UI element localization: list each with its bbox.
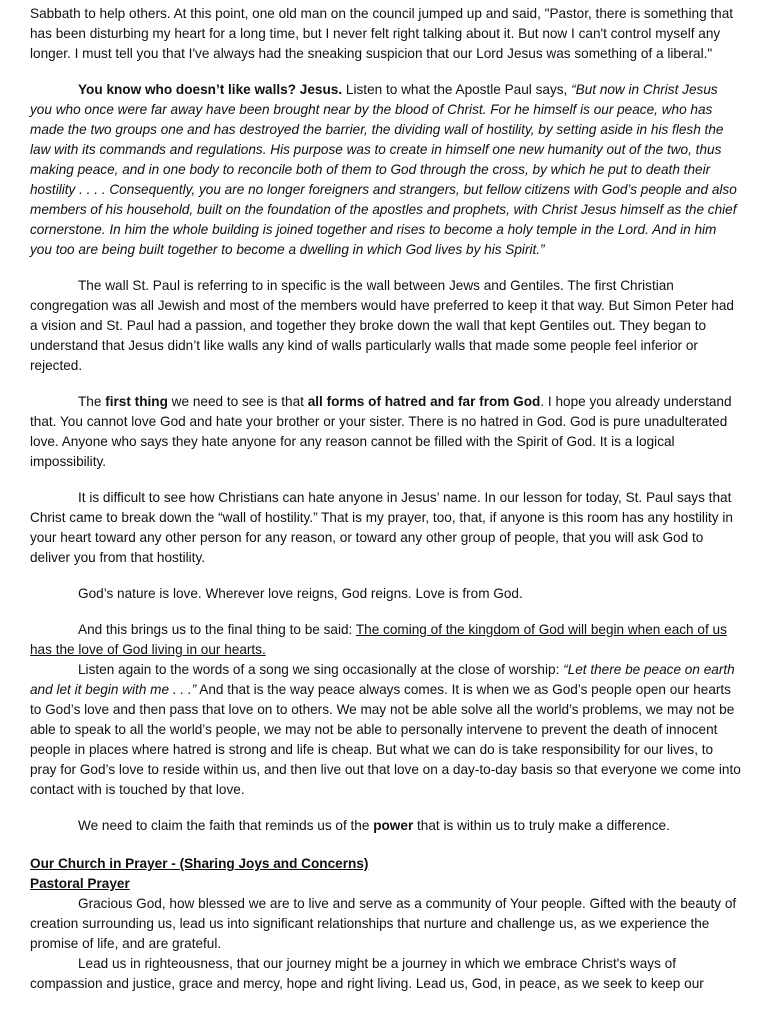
paragraph-text: We need to claim the faith that reminds us of the: [78, 818, 374, 833]
paragraph-text: The wall St. Paul is referring to in specific is the wall between Jews and Gentiles. The first Christian congregation was all Jewish and most of the members would have preferred to keep it that way. But Simon Peter had a vision and St. Paul had a passion, and together they broke down the wall that kept Gentiles out. They began to understand that Jesus didn’t like walls any kind of walls particularly walls that made some people feel inferior or rejected.: [30, 278, 734, 373]
paragraph-text: God’s nature is love. Wherever love reigns, God reigns. Love is from God.: [78, 586, 523, 601]
paragraph-text: Listen again to the words of a song we sing occasionally at the close of worship:: [78, 662, 564, 677]
bold-phrase: all forms of hatred and far from God: [307, 394, 541, 409]
paragraph-first-thing: [30, 392, 742, 472]
document-page: [30, 4, 742, 994]
paragraph-text: And this brings us to the final thing to be said:: [78, 622, 356, 637]
paragraph-power: [30, 816, 742, 836]
paragraph-council-story: [30, 4, 742, 64]
paragraph-song: [30, 660, 742, 800]
paragraph-hostility: [30, 488, 742, 568]
section-heading: Our Church in Prayer - (Sharing Joys and Concerns): [30, 856, 369, 871]
scripture-quote: “But now in Christ Jesus you who once were far away have been brought near by the blood of Christ. For he himself is our peace, who has made the two groups one and has destroyed the barrier, the dividing wall of hostility, by setting aside in his flesh the law with its commands and regulations. His purpose was to create in himself one new humanity out of the two, thus making peace, and in one body to reconcile both of them to God through the cross, by which he put to death their hostility . . . . Consequently, you are no longer foreigners and strangers, but fellow citizens with God’s people and also members of his household, built on the foundation of the apostles and prophets, with Christ Jesus himself as the chief cornerstone. In him the whole building is joined together and rises to become a holy temple in the Lord. And in him you too are being built together to become a dwelling in which God lives by his Spirit.”: [30, 82, 737, 257]
paragraph-text: The: [78, 394, 106, 409]
bold-word: power: [373, 818, 414, 833]
song-quote: “Let there be peace on earth and let it begin with me . . .”: [30, 662, 735, 697]
prayer-paragraph: Gracious God, how blessed we are to live and serve as a community of Your people. Gifted with the beauty of creation surrounding us, lead us into significant relationships that nurture and challenge us, as we experience the promise of life, and are grateful.: [30, 896, 737, 951]
paragraph-text: And that is the way peace always comes. It is when we as God’s people open our hearts to God’s love and then pass that love on to others. We may not be able solve all the world’s problems, we may not be able to speak to all the world’s people, we may not be able to personally intervene to prevent the death of innocent people in places where hatred is strong and life is cheap. But what we can do is take responsibility for our lives, to pray for God’s love to reside within us, and then live out that love on a day-to-day basis so that everyone we come into contact with is touched by that love.: [30, 682, 741, 797]
paragraph-text: that is within us to truly make a difference.: [413, 818, 670, 833]
paragraph-gods-nature: [30, 584, 742, 604]
underlined-statement: The coming of the kingdom of God will begin when each of us has the love of God living in our hearts.: [30, 622, 727, 657]
paragraph-text: . I hope you already understand that. You cannot love God and hate your brother or your sister. There is no hatred in God. God is pure unadulterated love. Anyone who says they hate anyone for any reason cannot be filled with the Spirit of God. It is a logical impossibility.: [30, 394, 732, 469]
bold-phrase: first thing: [105, 394, 168, 409]
paragraph-final-thing: [30, 620, 742, 660]
paragraph-text: It is difficult to see how Christians can hate anyone in Jesus’ name. In our lesson for today, St. Paul says that Christ came to break down the “wall of hostility.” That is my prayer, too, that, if anyone is this room has any hostility in your heart toward any other person for any reason, or toward any other group of people, that you will ask God to deliver you from that hostility.: [30, 490, 733, 565]
subheading: Pastoral Prayer: [30, 876, 130, 891]
paragraph-text: Listen to what the Apostle Paul says,: [342, 82, 572, 97]
paragraph-wall-paul: [30, 276, 742, 376]
prayer-paragraph: Lead us in righteousness, that our journey might be a journey in which we embrace Christ's ways of compassion and justice, grace and mercy, hope and right living. Lead us, God, in peace, as we seek to keep our: [30, 956, 704, 991]
paragraph-walls-jesus: [30, 80, 742, 260]
paragraph-text: Sabbath to help others. At this point, one old man on the council jumped up and said, "Pastor, there is something that has been disturbing my heart for a long time, but I never felt right talking about it. But now I can't control myself any longer. I must tell you that I've always had the sneaking suspicion that our Lord Jesus was something of a liberal.": [30, 6, 734, 61]
bold-lead: You know who doesn’t like walls? Jesus.: [78, 82, 343, 97]
paragraph-text: we need to see is that: [167, 394, 308, 409]
